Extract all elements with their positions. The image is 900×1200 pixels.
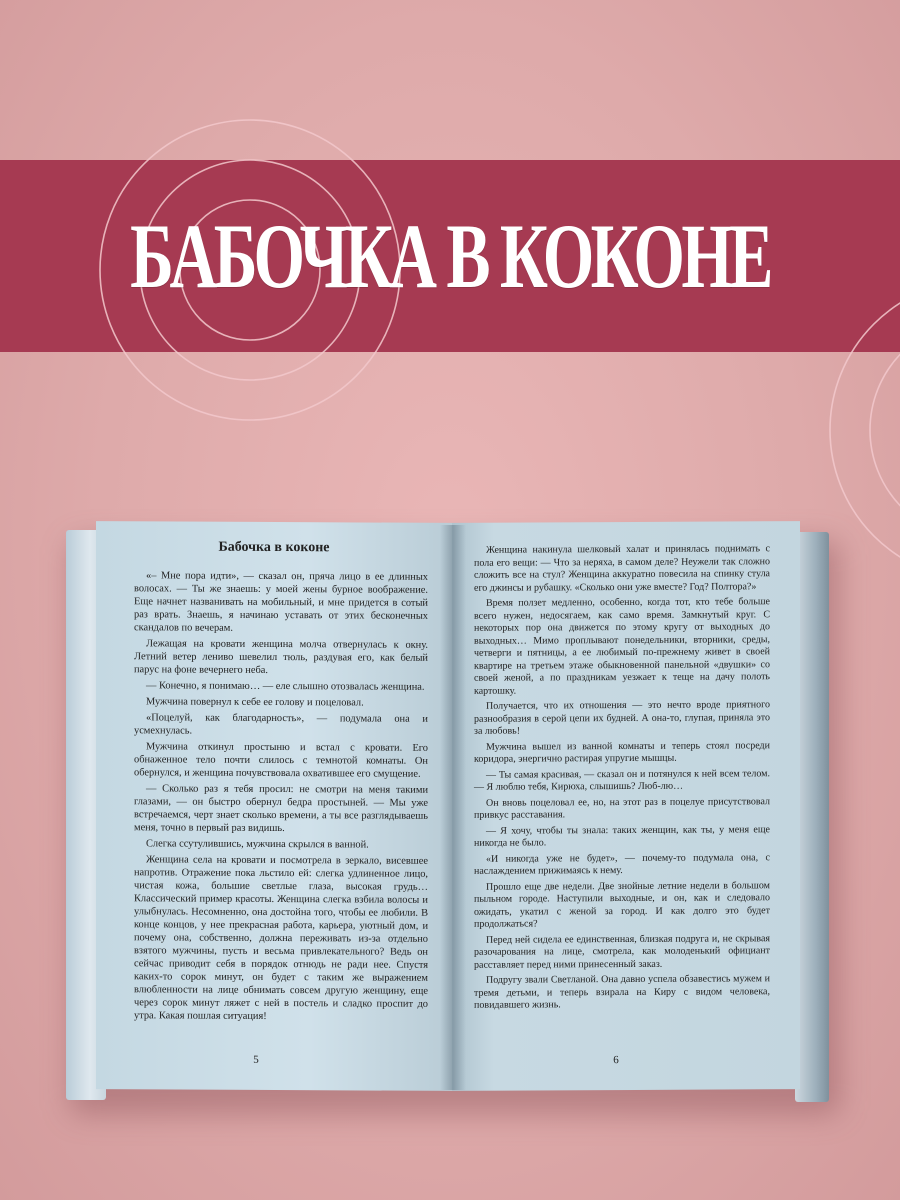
- paragraph: — Конечно, я понимаю… — еле слышно отозвалась женщина.: [146, 680, 425, 693]
- paragraph: Он вновь поцеловал ее, но, на этот раз в поцелуе присутствовал привкус расставания.: [474, 795, 770, 821]
- paragraph: «И никогда уже не будет», — почему-то подумала она, с наслаждением прижимаясь к нему.: [474, 851, 770, 877]
- paragraph: Подругу звали Светланой. Она давно успела обзавестись мужем и тремя детьми, и теперь взирала на Киру с видом человека, повидавшего жизнь.: [474, 973, 770, 1011]
- paragraph: Время ползет медленно, особенно, когда тот, кто тебе больше всего нужен, недосягаем, как само время. Замкнутый круг. С некоторых пор она движется по этому кругу от выходных до выходных… Мимо проплывают понедельники, вторники, среды, четверги и пятницы, а ее любимый по-прежнему живет в своей квартире на третьем этаже обыкновенной панельной «двушки» со своей женой, а по праздникам уезжает к теще на дачу полоть картошку.: [474, 596, 770, 697]
- paragraph: Получается, что их отношения — это нечто вроде приятного разнообразия в серой цепи их будней. А она-то, глупая, приняла это за любовь!: [474, 699, 770, 737]
- book-right-edge: [795, 532, 829, 1102]
- paragraph: Прошло еще две недели. Две знойные летние недели в большом пыльном городе. Наступили выходные, и он, как и следовало ожидать, укатил с женой за город. И как долго это будет продолжаться?: [474, 879, 770, 930]
- paragraph: — Ты самая красивая, — сказал он и потянулся к ней всем телом. — Я люблю тебя, Кирюха, слышишь? Люб-лю…: [474, 767, 770, 793]
- ring-right-inner: [870, 320, 900, 540]
- right-page-text: [474, 543, 770, 1015]
- left-page-text: [134, 569, 428, 1027]
- paragraph: — Я хочу, чтобы ты знала: таких женщин, как ты, у меня еще никогда не было.: [474, 823, 770, 849]
- paragraph: Слегка ссутулившись, мужчина скрылся в ванной.: [146, 838, 369, 851]
- paragraph: Мужчина повернул к себе ее голову и поцеловал.: [146, 696, 364, 709]
- book-spine: [440, 525, 466, 1090]
- paragraph: «– Мне пора идти», — сказал он, пряча лицо в ее длинных волосах. — Ты же знаешь: у моей жены бурное воображение. Еще начнет названивать на мобильный, и мне придется в сотый раз врать. Знаешь, я начинаю уставать от этих бесконечных скандалов по вечерам.: [134, 570, 428, 634]
- page-heading: Бабочка в коконе: [218, 539, 330, 556]
- paragraph: Женщина села на кровати и посмотрела в зеркало, висевшее напротив. Отражение пока льстило ей: слегка удлиненное лицо, чистая кожа, большие светлые глаза, высокая грудь… Классический пример красоты. Женщина слегка взбила волосы и улыбнулась. Несомненно, она достойна того, чтобы ее любили. В конце концов, у нее прекрасная работа, карьера, уютный дом, и почему она, собственно, должна переживать из-за отдельно взятого мужчины, пусть и весьма привлекательного? Ведь он сейчас приводит себя в порядок отнюдь не ради нее. Спустя каких-то сорок минут, он будет с таким же выражением влюбленности на лице обнимать совсем другую женщину, еще через сорок минут ляжет с ней в постель и сладко проспит до утра. Какая пошлая ситуация!: [134, 854, 428, 1022]
- paragraph: «Поцелуй, как благодарность», — подумала она и усмехнулась.: [134, 712, 428, 737]
- paragraph: Лежащая на кровати женщина молча отвернулась к окну. Летний ветер лениво шевелил тюль, раздувая его, как белый парус на фоне вечернего неба.: [134, 638, 428, 676]
- left-page: [96, 521, 452, 1091]
- right-page: [452, 521, 800, 1091]
- paragraph: Мужчина откинул простыню и встал с кровати. Его обнаженное тело почти слилось с темнотой комнаты. Он обернулся, и женщина почувствовала охватившее его смущение.: [134, 741, 428, 780]
- page-number: 5: [253, 1053, 259, 1066]
- paragraph: Женщина накинула шелковый халат и принялась поднимать с пола его вещи: — Что за неряха, в самом деле? Неужели так сложно сложить все на стул? Женщина аккуратно повесила на спинку стула его джинсы и рубашку. «Сколько они уже вместе? Год? Полтора?»: [474, 543, 770, 594]
- banner-title: БАБОЧКА В КОКОНЕ: [130, 205, 770, 307]
- paragraph: Мужчина вышел из ванной комнаты и теперь стоял посреди коридора, энергично растирая упругие мышцы.: [474, 739, 770, 765]
- paragraph: — Сколько раз я тебя просил: не смотри на меня такими глазами, — он быстро обернул бедра простыней. — Мы уже встречаемся, черт знает сколько времени, а ты все разглядываешь меня, точно в первый раз видишь.: [134, 783, 428, 835]
- page-number: 6: [613, 1053, 619, 1066]
- paragraph: Перед ней сидела ее единственная, близкая подруга и, не скрывая разочарования на лице, смотрела, как молоденький официант расставляет перед ними принесенный заказ.: [474, 932, 770, 971]
